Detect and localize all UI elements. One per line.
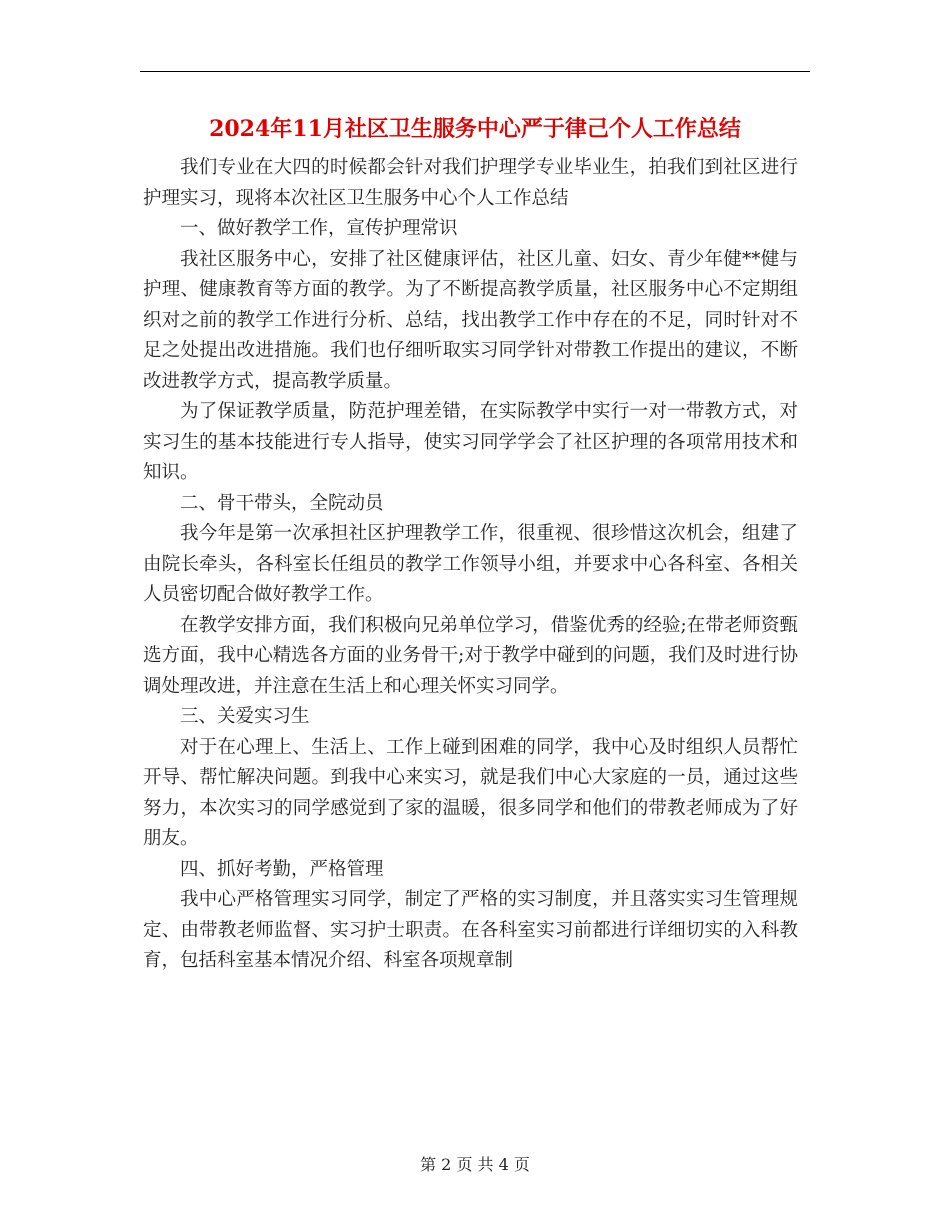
paragraph: 对于在心理上、生活上、工作上碰到困难的同学，我中心及时组织人员帮忙开导、帮忙解决问题。到我中心来实习，就是我们中心大家庭的一员，通过这些努力，本次实习的同学感觉到了家的温暖，很多同学和他们的带教老师成为了好朋友。	[143, 736, 798, 849]
header-rule	[140, 71, 810, 72]
document-body	[143, 153, 798, 977]
paragraph: 我今年是第一次承担社区护理教学工作，很重视、很珍惜这次机会，组建了由院长牵头，各科室长任组员的教学工作领导小组，并要求中心各科室、各相关人员密切配合做好教学工作。	[143, 523, 798, 605]
section-heading-1: 一、做好教学工作，宣传护理常识	[180, 218, 458, 239]
paragraph-intro: 我们专业在大四的时候都会针对我们护理学专业毕业生，拍我们到社区进行护理实习，现将本次社区卫生服务中心个人工作总结	[143, 157, 798, 209]
paragraph: 我社区服务中心，安排了社区健康评估，社区儿童、妇女、青少年健**健与护理、健康教育等方面的教学。为了不断提高教学质量，社区服务中心不定期组织对之前的教学工作进行分析、总结，找出教学工作中存在的不足，同时针对不足之处提出改进措施。我们也仔细听取实习同学针对带教工作提出的建议，不断改进教学方式，提高教学质量。	[143, 248, 798, 392]
section-heading-4: 四、抓好考勤，严格管理	[180, 858, 384, 880]
section-heading-3: 三、关爱实习生	[180, 706, 310, 727]
paragraph: 我中心严格管理实习同学，制定了严格的实习制度，并且落实实习生管理规定、由带教老师监督、实习护士职责。在各科室实习前都进行详细切实的入科教育，包括科室基本情况介绍、科室各项规章制	[143, 889, 798, 971]
section-heading-2: 二、骨干带头，全院动员	[180, 492, 384, 514]
paragraph: 为了保证教学质量，防范护理差错，在实际教学中实行一对一带教方式，对实习生的基本技能进行专人指导，使实习同学学会了社区护理的各项常用技术和知识。	[143, 401, 798, 483]
page-number: 第 2 页 共 4 页	[420, 1155, 530, 1174]
paragraph: 在教学安排方面，我们积极向兄弟单位学习，借鉴优秀的经验;在带老师资甄选方面，我中心精选各方面的业务骨干;对于教学中碰到的问题，我们及时进行协调处理改进，并注意在生活上和心理关怀实习同学。	[143, 614, 798, 697]
document-title: 2024年11月社区卫生服务中心严于律己个人工作总结	[209, 116, 741, 142]
